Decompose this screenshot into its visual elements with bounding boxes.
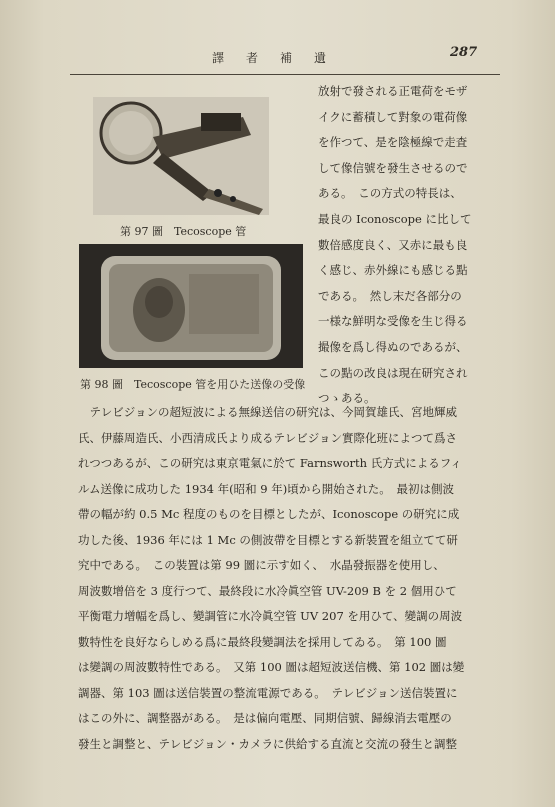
running-header-title: 譯者補遺 <box>211 51 348 65</box>
text-line: 氏、伊藤周造氏、小西清成氏より成るテレビジョン實際化班によつて爲さ <box>78 430 458 445</box>
text-line: 數特性を良好ならしめる爲に最終段變調法を採用してゐる。 第 100 圖 <box>78 634 447 649</box>
text-line: である。 然し末だ各部分の <box>318 288 462 303</box>
tecoscope-tube-image <box>93 97 269 215</box>
text-line: 數倍感度良く、又赤に最も良 <box>318 237 468 252</box>
text-line: テレビジョンの超短波による無線送信の研究は、今岡賀雄氏、宮地輝威 <box>78 405 458 419</box>
text-line: 周波數增倍を 3 度行つて、最終段に水冷眞空管 UV-209 B を 2 個用ひて <box>78 583 457 598</box>
figure-97-photo <box>93 97 269 215</box>
text-line: 一様な鮮明な受像を生じ得る <box>318 314 468 329</box>
text-line: 究中である。 この裝置は第 99 圖に示す如く、 水晶發振器を使用し、 <box>78 558 445 572</box>
text-line: はこの外に、調整器がある。 是は偏向電壓、同期信號、歸線消去電壓の <box>78 711 452 725</box>
text-line: ルム送像に成功した 1934 年(昭和 9 年)頃から開始された。 最初は側波 <box>78 481 454 496</box>
text-line: れつつあるが、この研究は東京電氣に於て Farnsworth 氏方式によるフィ <box>78 456 462 470</box>
text-line: 帶の幅が約 0.5 Mc 程度のものを目標としたが、Iconoscope の研究に成 <box>78 507 460 521</box>
text-line: 最良の Iconoscope に比して <box>318 211 472 226</box>
text-line: 調器、第 103 圖は送信裝置の整流電源である。 テレビジョン送信裝置に <box>78 685 458 700</box>
text-line: 功した後、1936 年には 1 Mc の側波帶を目標とする新裝置を組立てて研 <box>78 532 458 547</box>
text-line: く感じ、赤外線にも感じる點 <box>318 263 468 278</box>
text-line: 發生と調整と、テレビジョン・カメラに供給する直流と交流の發生と調整 <box>78 736 458 751</box>
text-line: は變調の周波數特性である。 又第 100 圖は超短波送信機、第 102 圖は變 <box>78 660 465 674</box>
received-image <box>79 244 303 368</box>
text-line: して像信號を發生させるので <box>318 160 468 175</box>
text-line: イクに蓄積して對象の電荷像 <box>318 109 468 124</box>
text-line: 撮像を爲し得ぬのであるが、 <box>318 339 468 354</box>
text-line: ある。 この方式の特長は、 <box>318 186 462 201</box>
text-line: 平衡電力增幅を爲し、變調管に水冷眞空管 UV 207 を用ひて、變調の周波 <box>78 609 463 623</box>
text-line: 放射で發される正電荷をモザ <box>318 84 468 98</box>
header-rule <box>70 74 500 75</box>
text-line: を作つて、是を陰極線で走査 <box>318 135 468 150</box>
figure-98-photo <box>79 244 303 368</box>
body-paragraph <box>78 400 506 757</box>
right-column-text <box>318 79 506 412</box>
page-number: 287 <box>450 45 478 60</box>
figure-98-caption: 第 98 圖 Tecoscope 管を用ひた送像の受像 <box>80 378 306 391</box>
text-line: つゝある。 <box>318 391 376 406</box>
text-line: この點の改良は現在研究され <box>318 365 468 380</box>
figure-97-caption: 第 97 圖 Tecoscope 管 <box>120 225 247 238</box>
